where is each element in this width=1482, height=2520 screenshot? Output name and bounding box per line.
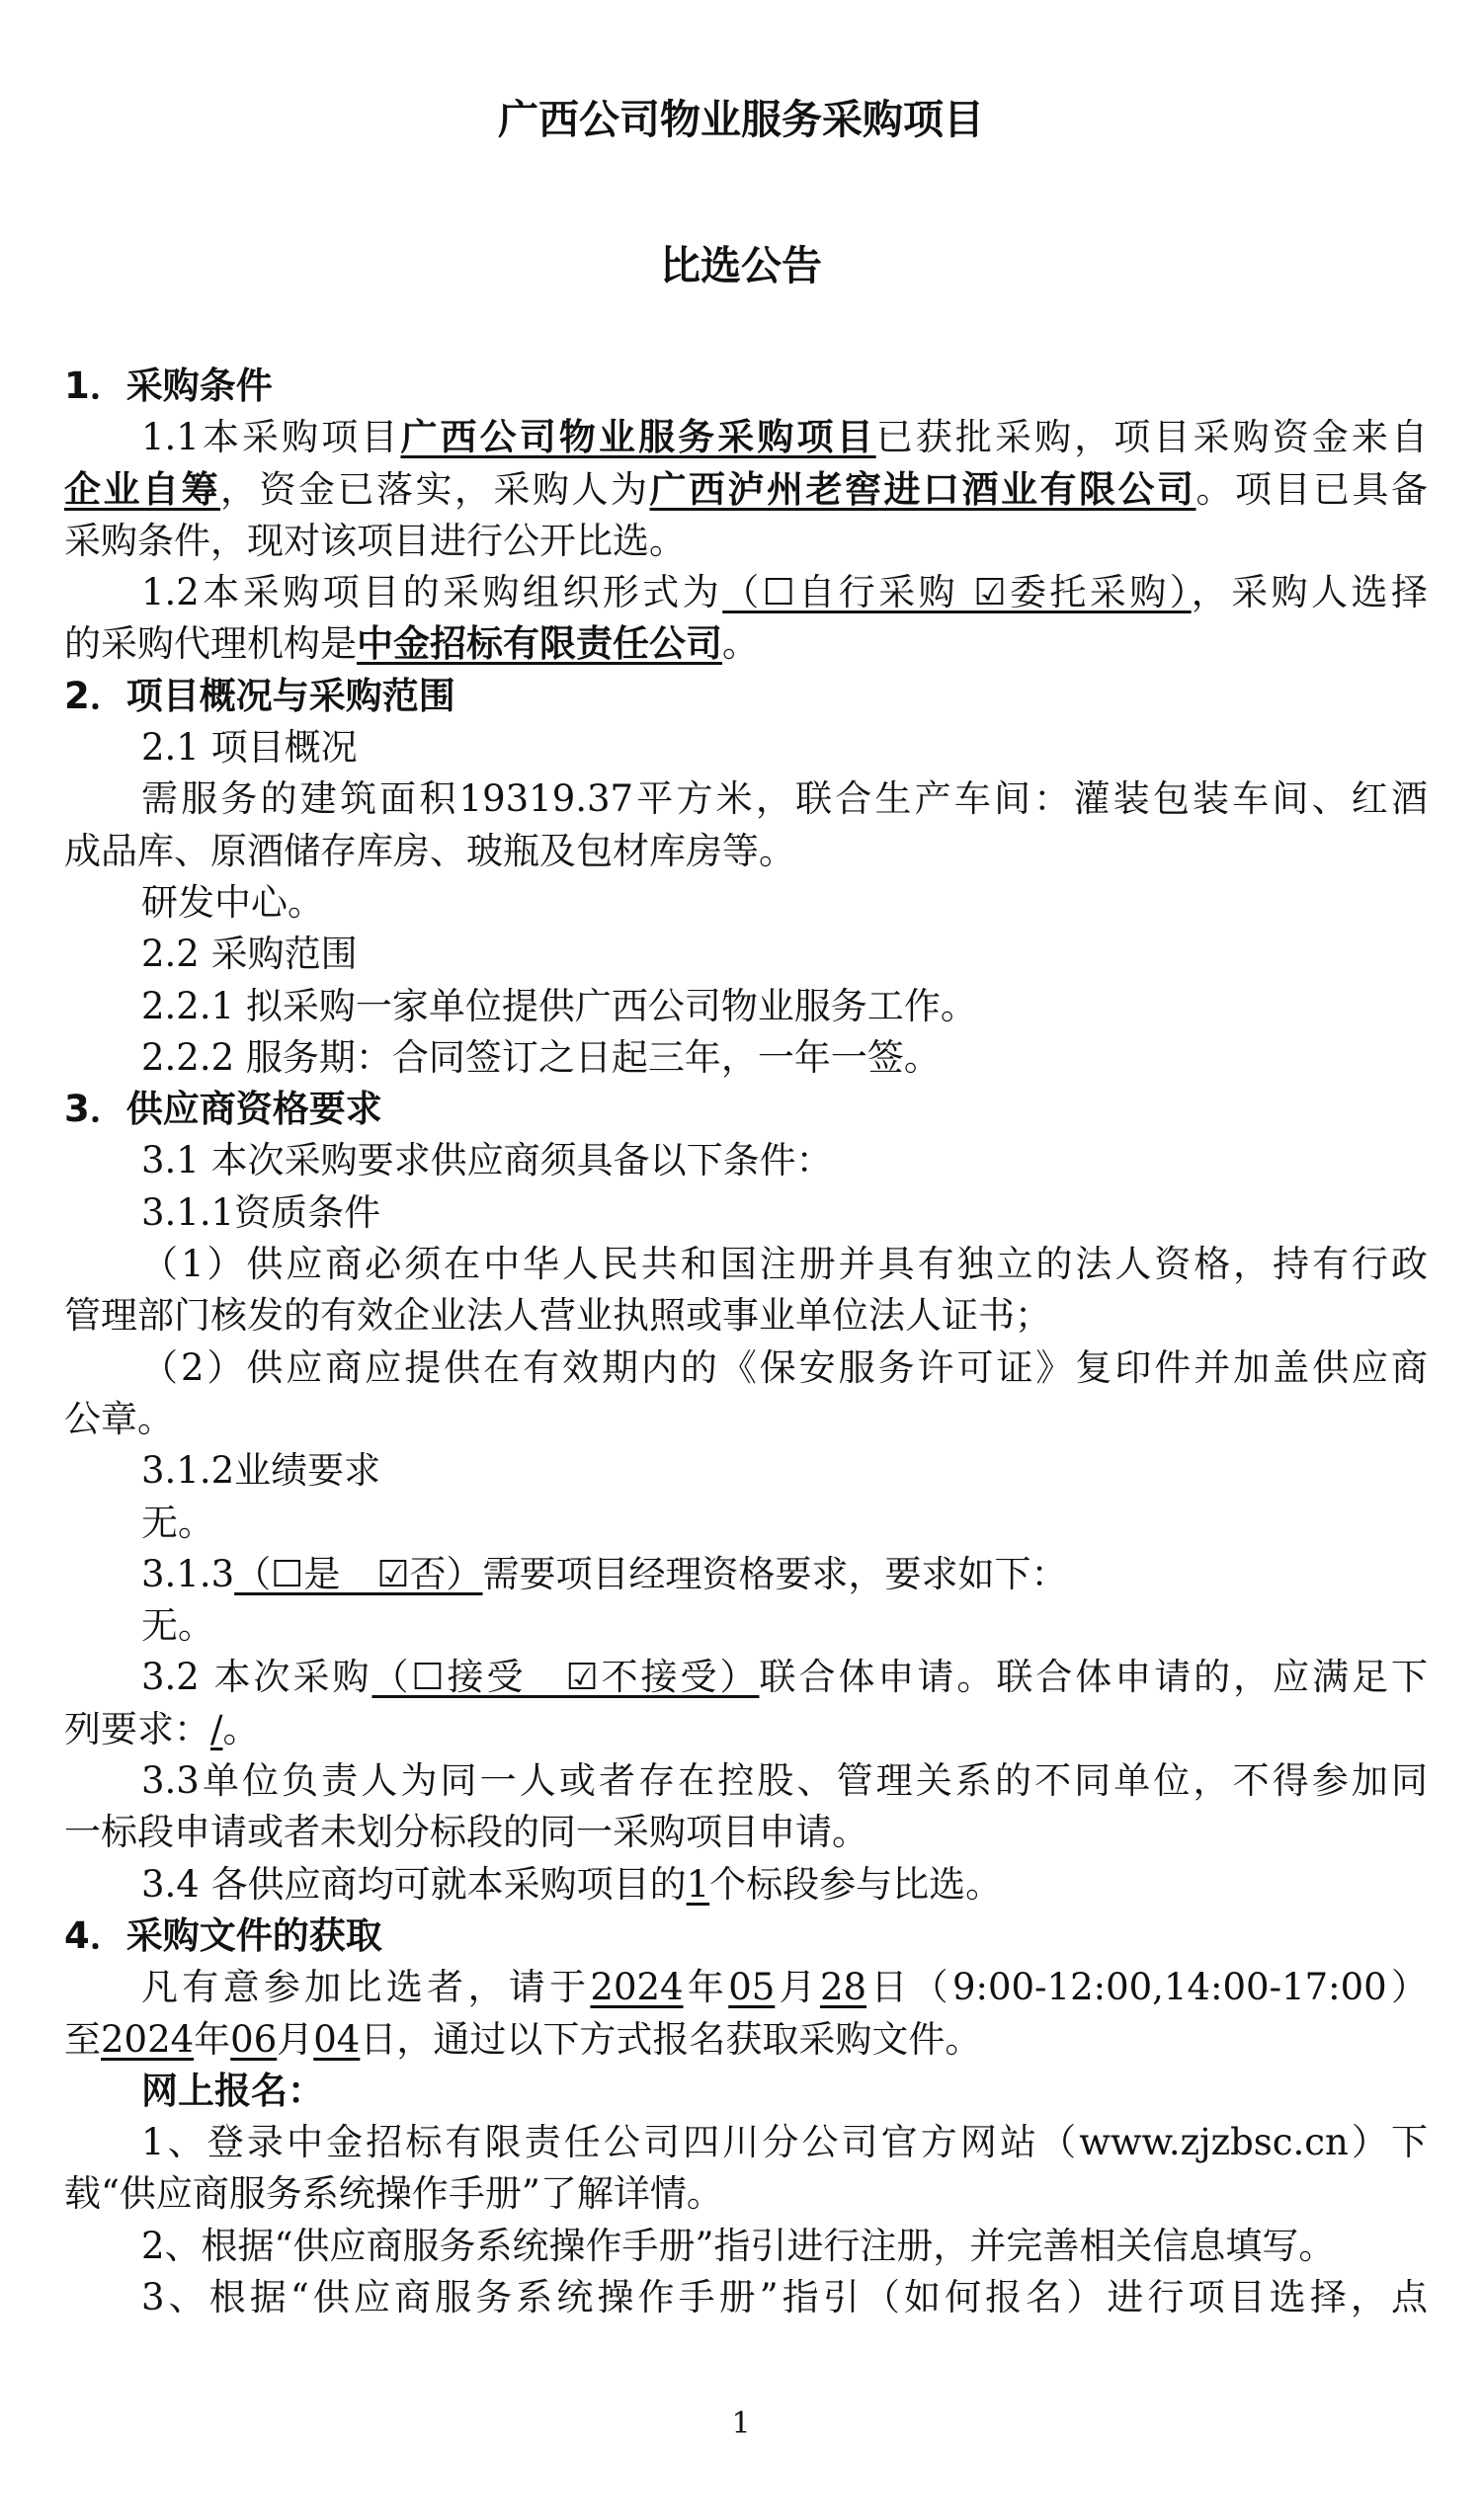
text-segment: 列要求： [64,1707,210,1750]
text-line [64,1032,1428,1084]
document-title: 广西公司物业服务采购项目 [498,96,984,143]
text-line [64,1859,1428,1910]
document-subtitle: 比选公告 [660,242,822,289]
filled-field: 28 [819,1966,867,2009]
text-line [64,618,1428,670]
text-segment: 公章。 [64,1397,174,1440]
text-segment: 采购条件，现对该项目进行公开比选。 [64,519,686,562]
text-segment: 2、根据“供应商服务系统操作手册”指引进行注册，并完善相关信息填写。 [141,2224,1336,2267]
text-segment: 1．采购条件 [64,365,273,407]
text-segment: 3.1.2业绩要求 [141,1449,381,1493]
text-line [64,464,1428,516]
text-line [64,1290,1428,1341]
filled-field: 广西泸州老窖进口酒业有限公司 [649,467,1196,511]
text-line [64,1704,1428,1755]
text-segment: 。项目已具备 [1195,467,1428,511]
filled-field: 1 [686,1862,710,1906]
section-heading [64,361,1428,412]
text-line [64,2221,1428,2272]
text-line [64,1135,1428,1186]
text-segment: （2）供应商应提供在有效期内的《保安服务许可证》复印件并加盖供应商 [141,1345,1428,1389]
filled-field: 广西公司物业服务采购项目 [400,416,876,459]
text-segment: 凡有意参加比选者，请于 [141,1966,591,2009]
text-line [64,2014,1428,2066]
text-segment: 3．供应商资格要求 [64,1088,382,1131]
text-line [64,929,1428,980]
text-segment: 2.1 项目概况 [141,726,358,770]
filled-field: （☐自行采购 ☑委托采购） [722,571,1192,614]
text-segment: 1.2本采购项目的采购组织形式为 [141,571,723,614]
filled-field: 06 [230,2017,278,2061]
text-segment: 已获批采购，项目采购资金来自 [875,416,1428,459]
text-segment: 3.4 各供应商均可就本采购项目的 [141,1862,687,1906]
text-segment: 月 [775,1966,820,2009]
text-segment: 3.3单位负责人为同一人或者存在控股、管理关系的不同单位，不得参加同 [141,1759,1428,1803]
text-segment: 3.1 本次采购要求供应商须具备以下条件： [141,1139,833,1182]
text-line [64,981,1428,1032]
filled-field: （☐接受 ☑不接受） [371,1656,760,1699]
text-segment: ，采购人选择 [1191,571,1428,614]
text-segment: 月 [277,2017,314,2061]
text-segment: （1）供应商必须在中华人民共和国注册并具有独立的法人资格，持有行政 [141,1243,1428,1286]
section-heading [64,1910,1428,1962]
filled-field: 2024 [590,1966,684,2009]
text-line [64,1549,1428,1600]
text-segment: 载“供应商服务系统操作手册”了解详情。 [64,2172,723,2216]
text-line [64,1652,1428,1703]
filled-field: （☐是 ☑否） [234,1552,483,1595]
text-line [64,2117,1428,2168]
text-segment: 1.1本采购项目 [141,416,401,459]
text-segment: 需服务的建筑面积19319.37平方米，联合生产车间：灌装包装车间、红酒 [141,777,1428,821]
text-segment: 3.1.1资质条件 [141,1190,381,1234]
text-line [64,516,1428,567]
text-segment: 网上报名： [141,2069,324,2112]
text-line [64,722,1428,773]
text-segment: 2.2 采购范围 [141,933,358,976]
text-segment: 日（9:00-12:00,14:00-17:00） [866,1966,1428,2009]
text-line [64,1755,1428,1807]
text-segment: 3、根据“供应商服务系统操作手册”指引（如何报名）进行项目选择，点 [141,2275,1428,2318]
text-segment: 2.2.2 服务期：合同签订之日起三年，一年一签。 [141,1035,941,1079]
filled-field: 企业自筹 [64,467,220,511]
text-line [64,1498,1428,1549]
text-segment: 。 [722,622,759,666]
text-segment: 联合体申请。联合体申请的，应满足下 [759,1656,1428,1699]
text-line [64,1187,1428,1239]
text-segment: 2．项目概况与采购范围 [64,674,455,717]
text-segment: 1、登录中金招标有限责任公司四川分公司官方网站（www.zjzbsc.cn）下 [141,2121,1428,2164]
page-number: 1 [731,2406,751,2441]
text-segment: 管理部门核发的有效企业法人营业执照或事业单位法人证书； [64,1294,1051,1338]
filled-field: / [210,1707,223,1750]
text-line [64,1600,1428,1652]
text-segment: 4．采购文件的获取 [64,1913,382,1957]
text-segment: 年 [683,1966,729,2009]
text-line [64,773,1428,825]
text-line [64,2066,1428,2117]
text-line [64,1962,1428,2013]
filled-field: 2024 [101,2017,195,2061]
text-segment: 个标段参与比选。 [709,1862,1003,1906]
text-segment: 日，通过以下方式报名获取采购文件。 [360,2017,982,2061]
text-line [64,412,1428,463]
text-segment: 无。 [141,1501,214,1544]
text-line [64,1807,1428,1858]
text-line [64,1342,1428,1394]
text-line [64,2168,1428,2220]
text-line [64,826,1428,877]
text-segment: 无。 [141,1604,214,1648]
text-segment: 3.2 本次采购 [141,1656,372,1699]
section-heading [64,1084,1428,1135]
section-heading [64,671,1428,722]
text-segment: 一标段申请或者未划分标段的同一采购项目申请。 [64,1811,868,1854]
text-segment: 3.1.3 [141,1552,235,1595]
text-segment: ，资金已落实，采购人为 [220,467,650,511]
text-segment: 成品库、原酒储存库房、玻瓶及包材库房等。 [64,829,795,872]
filled-field: 04 [313,2017,361,2061]
document-body [64,361,1428,2323]
text-line [64,2272,1428,2323]
text-segment: 年 [194,2017,231,2061]
text-segment: 研发中心。 [141,880,324,924]
filled-field: 05 [728,1966,776,2009]
text-segment: 需要项目经理资格要求，要求如下： [482,1552,1068,1595]
text-line [64,877,1428,929]
text-segment: 的采购代理机构是 [64,622,357,666]
text-segment: 2.2.1 拟采购一家单位提供广西公司物业服务工作。 [141,984,977,1027]
text-line [64,1394,1428,1445]
text-line [64,1239,1428,1290]
text-segment: 至 [64,2017,101,2061]
text-segment: 。 [222,1707,260,1750]
text-line [64,1445,1428,1497]
text-line [64,567,1428,618]
filled-field: 中金招标有限责任公司 [357,622,722,666]
